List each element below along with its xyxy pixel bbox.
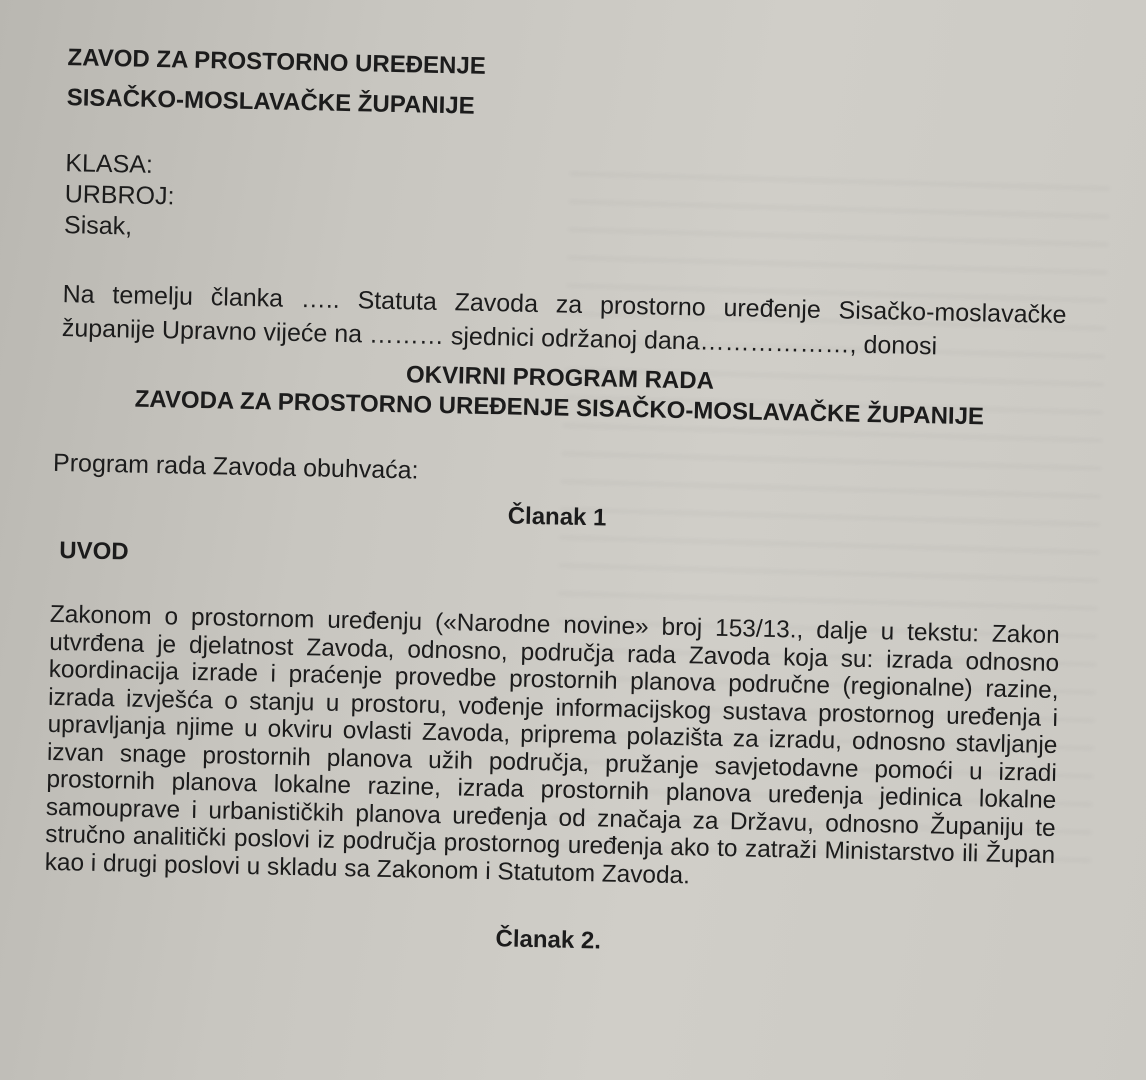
- header-line-1: ZAVOD ZA PROSTORNO UREĐENJE: [67, 44, 487, 80]
- preamble-paragraph: Na temelju članka ….. Statuta Zavoda za prostorno uređenje Sisačko-moslavačke županije Upravno vijeće na ……… sjednici održanoj dana………………, donosi: [61, 280, 1067, 361]
- article-1-body: Zakonom o prostornom uređenju («Narodne novine» broj 153/13., dalje u tekstu: Zakon utvrđena je djelatnost Zavoda, odnosno, područja rada Zavoda koja su: izrada odnosno koordinacija izrade i praćenje provedbe prostornih planova područne (regionalne) razine, izrada izvješća o stanju u prostoru, vođenje informacijskog sustava prostornog uređenja i upravljanja njime u okviru ovlasti Zavoda, priprema polazišta za izradu, odnosno stavljanje izvan snage prostornih planova užih područja, pružanje savjetodavne pomoći u izradi prostornih planova lokalne razine, izrada prostornih planova uređenja jedinica lokalne samouprave i urbanističkih planova uređenja od značaja za Državu, odnosno Županiju te stručno analitički poslovi iz područja prostornog uređenja ako to zatraži Ministarstvo ili Župan kao i drugi poslovi u skladu sa Zakonom i Statutom Zavoda.: [44, 600, 1060, 889]
- document-title: [54, 353, 1065, 434]
- title-line-1: OKVIRNI PROGRAM RADA: [405, 361, 715, 395]
- title-line-2: ZAVODA ZA PROSTORNO UREĐENJE SISAČKO-MOSLAVAČKE ŽUPANIJE: [134, 385, 985, 431]
- program-intro: Program rada Zavoda obuhvaća:: [52, 448, 419, 485]
- place-label: Sisak,: [63, 211, 133, 241]
- reference-block: [64, 148, 1070, 262]
- institution-header: [66, 38, 1071, 139]
- document-page: [43, 38, 1072, 967]
- section-heading-uvod: UVOD: [58, 537, 129, 566]
- klasa-label: KLASA:: [65, 149, 154, 179]
- urbroj-label: URBROJ:: [64, 180, 175, 211]
- header-line-2: SISAČKO-MOSLAVAČKE ŽUPANIJE: [66, 84, 475, 120]
- article-1-heading: Članak 1: [507, 502, 607, 532]
- article-2-heading: Članak 2.: [495, 925, 602, 955]
